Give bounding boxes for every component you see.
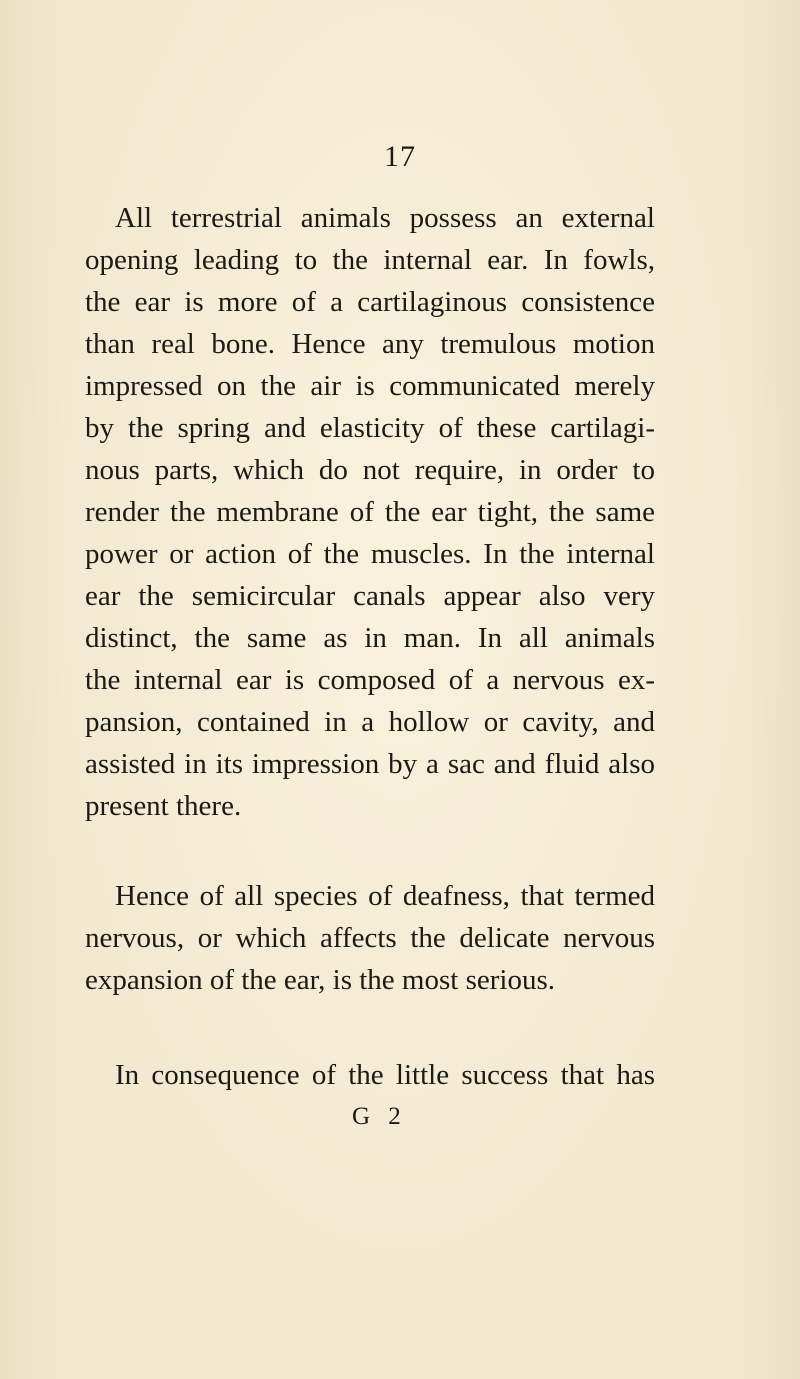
text-line: the internal ear is composed of a nervous ex- bbox=[85, 664, 655, 696]
text-line: render the membrane of the ear tight, the same bbox=[85, 496, 655, 528]
text-line: present there. bbox=[85, 790, 242, 822]
text-line: expansion of the ear, is the most serious. bbox=[85, 964, 555, 996]
text-line: power or action of the muscles. In the internal bbox=[85, 538, 655, 570]
text-line: distinct, the same as in man. In all animals bbox=[85, 622, 655, 654]
text-line: nous parts, which do not require, in order to bbox=[85, 454, 655, 486]
text-line: In consequence of the little success that has bbox=[115, 1059, 655, 1091]
text-line: Hence of all species of deafness, that termed bbox=[115, 880, 655, 912]
text-line: impressed on the air is communicated merely bbox=[85, 370, 655, 402]
text-line: the ear is more of a cartilaginous consistence bbox=[85, 286, 655, 318]
text-line: pansion, contained in a hollow or cavity, and bbox=[85, 706, 655, 738]
text-line: by the spring and elasticity of these cartilagi- bbox=[85, 412, 655, 444]
signature-mark: G 2 bbox=[352, 1103, 407, 1130]
page-number: 17 bbox=[384, 140, 416, 173]
text-line: than real bone. Hence any tremulous motion bbox=[85, 328, 655, 360]
text-line: opening leading to the internal ear. In fowls, bbox=[85, 244, 655, 276]
text-line: ear the semicircular canals appear also very bbox=[85, 580, 655, 612]
text-line: All terrestrial animals possess an external bbox=[115, 202, 655, 234]
text-line: assisted in its impression by a sac and fluid also bbox=[85, 748, 655, 780]
text-line: nervous, or which affects the delicate nervous bbox=[85, 922, 655, 954]
